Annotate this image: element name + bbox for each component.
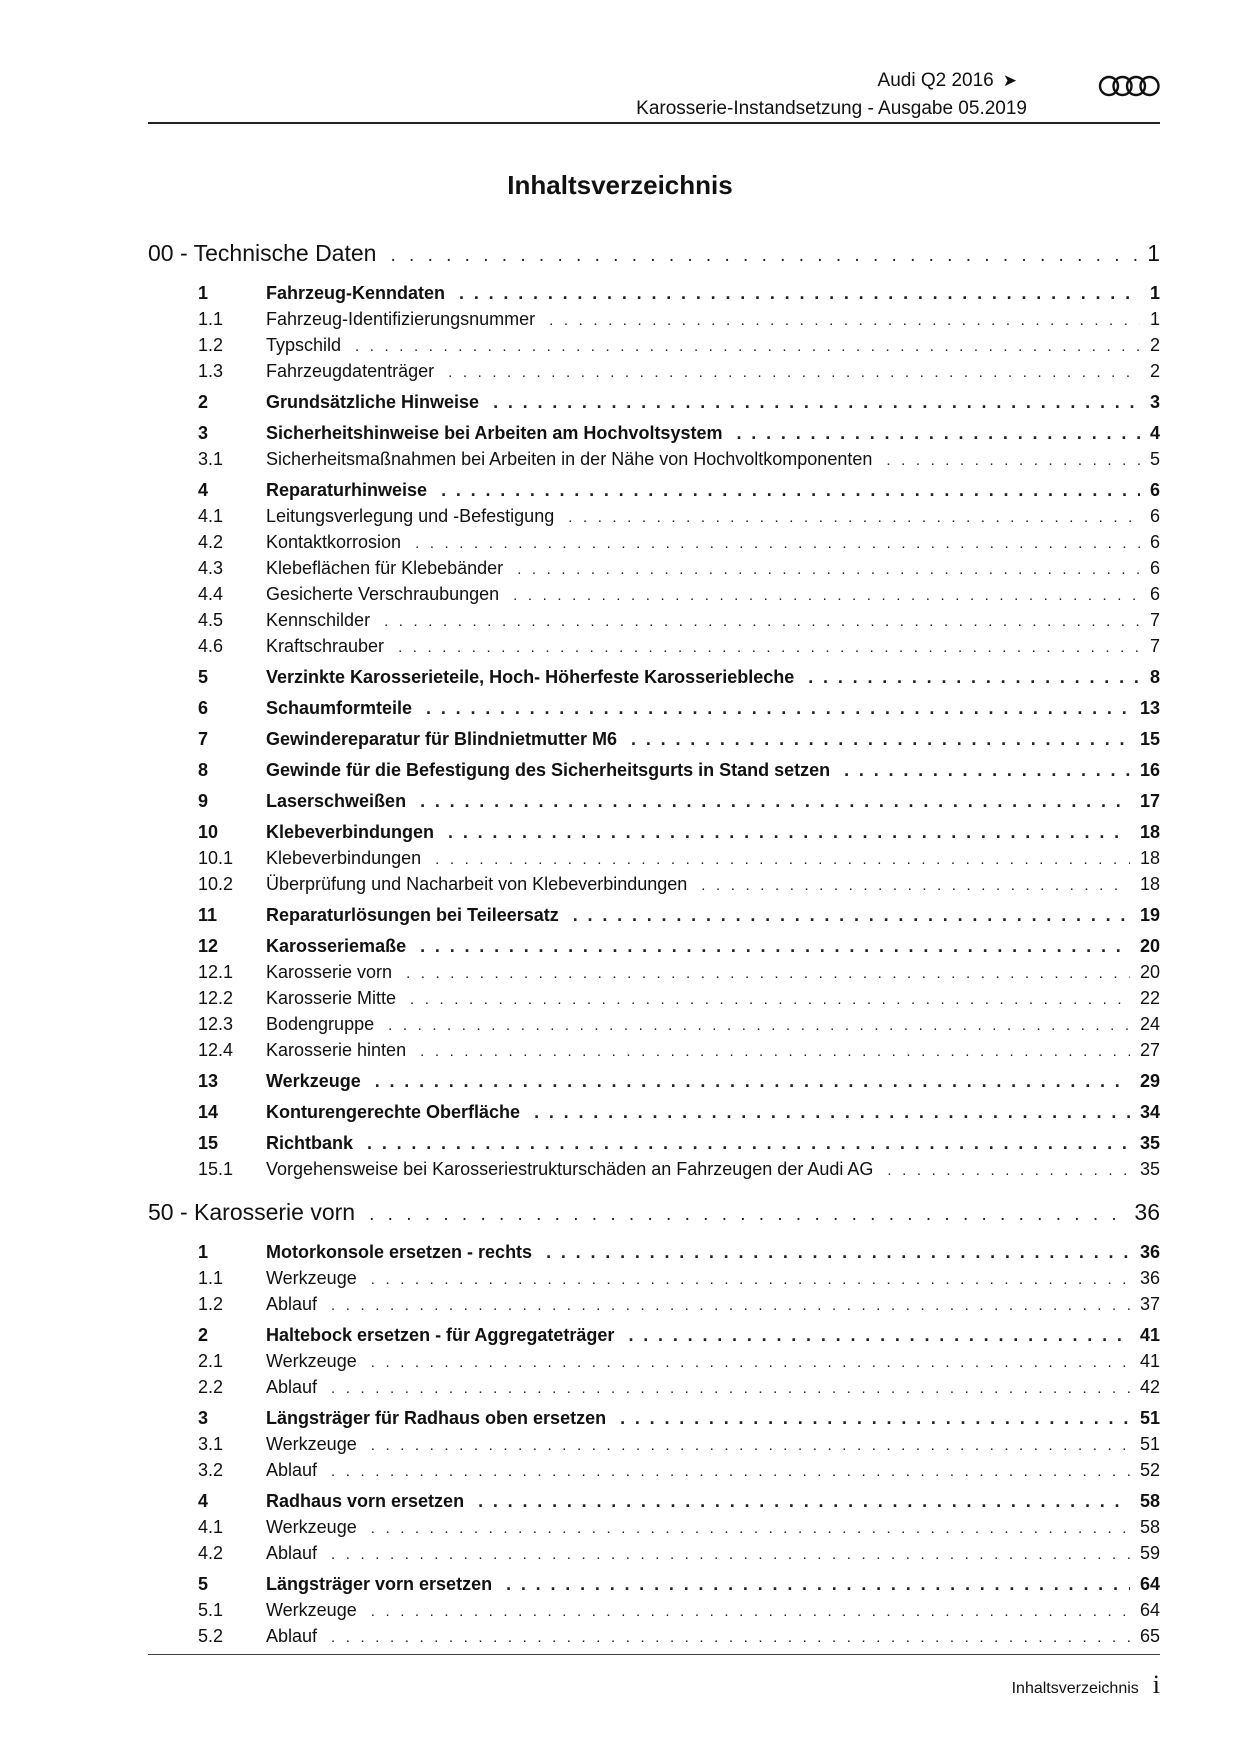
- toc-entry-number: 4.5: [198, 610, 224, 630]
- toc-subsection-row[interactable]: [148, 1377, 1160, 1403]
- toc-entry-title: Fahrzeugdatenträger: [266, 361, 435, 381]
- toc-dot-leader: [448, 364, 1140, 381]
- toc-page-number: 1: [1147, 240, 1160, 266]
- toc-section-row[interactable]: [148, 698, 1160, 724]
- toc-page-number: 15: [1139, 729, 1160, 749]
- toc-page-number: 6: [1149, 480, 1160, 500]
- toc-page-number: 1: [1149, 283, 1160, 303]
- toc-entry-title: Werkzeuge: [266, 1434, 357, 1454]
- toc-page-number: 4: [1149, 423, 1160, 443]
- toc-entry-number: 2: [198, 392, 209, 412]
- toc-entry-title: Karosserie hinten: [266, 1040, 407, 1060]
- toc-page-number: 64: [1139, 1574, 1160, 1594]
- toc-entry-title: Werkzeuge: [266, 1351, 357, 1371]
- toc-entry-number: 1.3: [198, 361, 224, 381]
- toc-entry-number: 4: [198, 480, 209, 500]
- toc-page-number: 13: [1139, 698, 1160, 718]
- toc-entry-number: 12.2: [198, 988, 234, 1008]
- toc-page-number: 41: [1139, 1351, 1160, 1371]
- toc-dot-leader: [371, 1520, 1130, 1537]
- toc-section-row[interactable]: [148, 729, 1160, 755]
- toc-entry-number: 1.1: [198, 1268, 224, 1288]
- toc-subsection-row[interactable]: [148, 584, 1160, 610]
- toc-page-number: 20: [1139, 936, 1160, 956]
- toc-entry-number: 10.2: [198, 874, 234, 894]
- toc-page-number: 65: [1139, 1626, 1160, 1646]
- toc-section-row[interactable]: [148, 1325, 1160, 1351]
- toc-subsection-row[interactable]: [148, 1460, 1160, 1486]
- toc-dot-leader: [620, 1408, 1130, 1429]
- toc-page-number: 36: [1139, 1268, 1160, 1288]
- toc-dot-leader: [844, 760, 1130, 781]
- toc-dot-leader: [631, 729, 1130, 750]
- toc-entry-title: Bodengruppe: [266, 1014, 375, 1034]
- toc-subsection-row[interactable]: [148, 1040, 1160, 1066]
- toc-page-number: 7: [1149, 610, 1160, 630]
- toc-dot-leader: [573, 905, 1130, 926]
- toc-entry-title: Karosserie Mitte: [266, 988, 397, 1008]
- toc-dot-leader: [331, 1546, 1130, 1563]
- toc-entry-number: 15.1: [198, 1159, 234, 1179]
- toc-page-number: 18: [1139, 822, 1160, 842]
- page-title: Inhaltsverzeichnis: [507, 170, 733, 200]
- toc-page-number: 5: [1149, 449, 1160, 469]
- footer-divider: [148, 1654, 1160, 1655]
- toc-entry-title: Kraftschrauber: [266, 636, 385, 656]
- toc-entry-number: 4.1: [198, 1517, 224, 1537]
- toc-entry-title: Typschild: [266, 335, 342, 355]
- toc-subsection-row[interactable]: [148, 1543, 1160, 1569]
- toc-entry-title: Längsträger für Radhaus oben ersetzen: [266, 1408, 607, 1428]
- toc-page-number: 18: [1139, 848, 1160, 868]
- toc-page-number: 7: [1149, 636, 1160, 656]
- toc-subsection-row[interactable]: [148, 558, 1160, 584]
- toc-entry-number: 14: [198, 1102, 219, 1122]
- toc-page-number: 37: [1139, 1294, 1160, 1314]
- header-model: [878, 70, 1017, 92]
- toc-section-row[interactable]: [148, 1133, 1160, 1159]
- toc-section-row[interactable]: [148, 1071, 1160, 1097]
- toc-page-number: 35: [1139, 1133, 1160, 1153]
- toc-page-number: 2: [1149, 335, 1160, 355]
- toc-subsection-row[interactable]: [148, 1600, 1160, 1626]
- toc-page-number: 17: [1139, 791, 1160, 811]
- toc-entry-number: 3.1: [198, 1434, 224, 1454]
- toc-entry-number: 1.2: [198, 335, 224, 355]
- toc-page-number: 52: [1139, 1460, 1160, 1480]
- toc-entry-title: Ablauf: [266, 1294, 318, 1314]
- toc-dot-leader: [441, 480, 1140, 501]
- toc-page-number: 8: [1149, 667, 1160, 687]
- toc-entry-title: Sicherheitshinweise bei Arbeiten am Hochvoltsystem: [266, 423, 723, 443]
- toc-entry-title: Ablauf: [266, 1460, 318, 1480]
- toc-page-number: 64: [1139, 1600, 1160, 1620]
- toc-entry-number: 1.1: [198, 309, 224, 329]
- toc-entry-title: Ablauf: [266, 1626, 318, 1646]
- toc-entry-title: Längsträger vorn ersetzen: [266, 1574, 493, 1594]
- toc-entry-title: Motorkonsole ersetzen - rechts: [266, 1242, 533, 1262]
- toc-dot-leader: [398, 639, 1140, 656]
- toc-page-number: 22: [1139, 988, 1160, 1008]
- toc-subsection-row[interactable]: [148, 962, 1160, 988]
- toc-subsection-row[interactable]: [148, 988, 1160, 1014]
- toc-section-row[interactable]: [148, 423, 1160, 449]
- toc-entry-number: 3: [198, 1408, 209, 1428]
- toc-entry-number: 8: [198, 760, 209, 780]
- toc-page-number: 24: [1139, 1014, 1160, 1034]
- toc-section-row[interactable]: [148, 667, 1160, 693]
- toc-entry-title: Ablauf: [266, 1377, 318, 1397]
- audi-four-rings-icon: [1098, 75, 1160, 97]
- toc-subsection-row[interactable]: [148, 1517, 1160, 1543]
- header-subtitle: Karosserie-Instandsetzung - Ausgabe 05.2019: [636, 98, 1027, 119]
- toc-dot-leader: [371, 1437, 1130, 1454]
- toc-entry-title: Haltebock ersetzen - für Aggregateträger: [266, 1325, 615, 1345]
- toc-subsection-row[interactable]: [148, 361, 1160, 387]
- toc-entry-number: 9: [198, 791, 209, 811]
- toc-subsection-row[interactable]: [148, 874, 1160, 900]
- toc-subsection-row[interactable]: [148, 1268, 1160, 1294]
- header-divider: [148, 122, 1160, 124]
- toc-entry-number: 4.2: [198, 1543, 224, 1563]
- footer-page-number: i: [1152, 1670, 1160, 1699]
- toc-entry-title: Reparaturhinweise: [266, 480, 428, 500]
- toc-entry-title: Verzinkte Karosserieteile, Hoch- Höherfeste Karosseriebleche: [266, 667, 795, 687]
- toc-entry-title: Klebeflächen für Klebebänder: [266, 558, 504, 578]
- toc-entry-number: 1: [198, 283, 209, 303]
- header-model-text: Audi Q2 2016: [877, 70, 994, 91]
- toc-entry-number: 1: [198, 1242, 209, 1262]
- toc-entry-number: 6: [198, 698, 209, 718]
- toc-entry-title: Reparaturlösungen bei Teileersatz: [266, 905, 559, 925]
- toc-page-number: 27: [1139, 1040, 1160, 1060]
- toc-dot-leader: [331, 1297, 1130, 1314]
- toc-entry-title: Gewindereparatur für Blindnietmutter M6: [266, 729, 618, 749]
- footer: [1012, 1670, 1160, 1700]
- toc-dot-leader: [506, 1574, 1130, 1595]
- toc-dot-leader: [701, 877, 1130, 894]
- toc-entry-title: 50 - Karosserie vorn: [148, 1199, 356, 1225]
- toc-entry-title: Ablauf: [266, 1543, 318, 1563]
- toc-dot-leader: [375, 1071, 1130, 1092]
- toc-dot-leader: [435, 851, 1130, 868]
- toc-dot-leader: [568, 509, 1140, 526]
- toc-entry-title: Gesicherte Verschraubungen: [266, 584, 500, 604]
- toc-page-number: 36: [1139, 1242, 1160, 1262]
- table-of-contents: [148, 240, 1160, 1652]
- toc-page-number: 18: [1139, 874, 1160, 894]
- toc-page-number: 3: [1149, 392, 1160, 412]
- toc-dot-leader: [371, 1354, 1130, 1371]
- toc-subsection-row[interactable]: [148, 335, 1160, 361]
- toc-page-number: 58: [1139, 1491, 1160, 1511]
- toc-page-number: 6: [1149, 584, 1160, 604]
- toc-entry-title: Grundsätzliche Hinweise: [266, 392, 480, 412]
- toc-page-number: 19: [1139, 905, 1160, 925]
- toc-subsection-row[interactable]: [148, 1294, 1160, 1320]
- toc-dot-leader: [808, 667, 1140, 688]
- toc-dot-leader: [355, 338, 1140, 355]
- toc-entry-title: Laserschweißen: [266, 791, 407, 811]
- toc-subsection-row[interactable]: [148, 1434, 1160, 1460]
- toc-entry-number: 4.1: [198, 506, 224, 526]
- toc-entry-number: 5: [198, 667, 209, 687]
- toc-entry-title: Fahrzeug-Kenndaten: [266, 283, 446, 303]
- header-arrow-icon: ➤: [1002, 71, 1017, 90]
- toc-entry-number: 4.4: [198, 584, 224, 604]
- toc-subsection-row[interactable]: [148, 636, 1160, 662]
- toc-page-number: 42: [1139, 1377, 1160, 1397]
- toc-page-number: 1: [1149, 309, 1160, 329]
- toc-page-number: 36: [1134, 1199, 1160, 1225]
- toc-dot-leader: [371, 1271, 1130, 1288]
- toc-entry-title: Richtbank: [266, 1133, 354, 1153]
- toc-entry-title: Sicherheitsmaßnahmen bei Arbeiten in der Nähe von Hochvoltkomponenten: [266, 449, 873, 469]
- toc-entry-number: 4.6: [198, 636, 224, 656]
- toc-page-number: 6: [1149, 506, 1160, 526]
- toc-entry-number: 12: [198, 936, 219, 956]
- toc-entry-number: 5: [198, 1574, 209, 1594]
- toc-page-number: 59: [1139, 1543, 1160, 1563]
- toc-entry-title: Werkzeuge: [266, 1268, 357, 1288]
- toc-page-number: 58: [1139, 1517, 1160, 1537]
- toc-section-row[interactable]: [148, 760, 1160, 786]
- toc-dot-leader: [331, 1380, 1130, 1397]
- toc-subsection-row[interactable]: [148, 1351, 1160, 1377]
- toc-section-row[interactable]: [148, 905, 1160, 931]
- toc-subsection-row[interactable]: [148, 610, 1160, 636]
- toc-dot-leader: [367, 1133, 1130, 1154]
- toc-entry-title: Leitungsverlegung und -Befestigung: [266, 506, 555, 526]
- toc-entry-number: 2.2: [198, 1377, 224, 1397]
- toc-dot-leader: [426, 698, 1130, 719]
- toc-subsection-row[interactable]: [148, 449, 1160, 475]
- toc-section-row[interactable]: [148, 936, 1160, 962]
- toc-dot-leader: [736, 423, 1140, 444]
- toc-dot-leader: [628, 1325, 1130, 1346]
- toc-section-row[interactable]: [148, 822, 1160, 848]
- toc-entry-title: Überprüfung und Nacharbeit von Klebeverbindungen: [266, 874, 688, 894]
- toc-dot-leader: [887, 1162, 1130, 1179]
- toc-dot-leader: [420, 936, 1130, 957]
- toc-section-row[interactable]: [148, 1574, 1160, 1600]
- toc-entry-number: 3.1: [198, 449, 224, 469]
- toc-entry-title: Klebeverbindungen: [266, 848, 422, 868]
- toc-page-number: 41: [1139, 1325, 1160, 1345]
- toc-section-row[interactable]: [148, 1408, 1160, 1434]
- toc-entry-number: 12.4: [198, 1040, 234, 1060]
- toc-subsection-row[interactable]: [148, 1159, 1160, 1185]
- toc-dot-leader: [331, 1629, 1130, 1646]
- toc-dot-leader: [549, 312, 1140, 329]
- toc-dot-leader: [513, 587, 1140, 604]
- toc-page-number: 34: [1139, 1102, 1160, 1122]
- toc-dot-leader: [406, 965, 1130, 982]
- toc-entry-title: Werkzeuge: [266, 1600, 357, 1620]
- toc-dot-leader: [534, 1102, 1130, 1123]
- toc-entry-number: 4.2: [198, 532, 224, 552]
- toc-chapter-row[interactable]: [148, 1199, 1160, 1237]
- toc-entry-title: 00 - Technische Daten: [148, 240, 377, 266]
- toc-subsection-row[interactable]: [148, 848, 1160, 874]
- toc-entry-number: 10: [198, 822, 219, 842]
- toc-dot-leader: [517, 561, 1140, 578]
- toc-dot-leader: [410, 991, 1130, 1008]
- toc-dot-leader: [420, 791, 1130, 812]
- toc-dot-leader: [390, 245, 1137, 267]
- toc-entry-number: 12.3: [198, 1014, 234, 1034]
- toc-section-row[interactable]: [148, 480, 1160, 506]
- toc-page-number: 35: [1139, 1159, 1160, 1179]
- toc-dot-leader: [493, 392, 1140, 413]
- toc-entry-number: 12.1: [198, 962, 234, 982]
- toc-entry-title: Radhaus vorn ersetzen: [266, 1491, 465, 1511]
- toc-entry-number: 10.1: [198, 848, 234, 868]
- toc-dot-leader: [420, 1043, 1130, 1060]
- toc-section-row[interactable]: [148, 283, 1160, 309]
- toc-subsection-row[interactable]: [148, 506, 1160, 532]
- toc-entry-title: Fahrzeug-Identifizierungsnummer: [266, 309, 536, 329]
- toc-page-number: 6: [1149, 558, 1160, 578]
- toc-dot-leader: [478, 1491, 1130, 1512]
- toc-entry-number: 5.1: [198, 1600, 224, 1620]
- toc-dot-leader: [384, 613, 1140, 630]
- footer-label: Inhaltsverzeichnis: [1011, 1680, 1139, 1697]
- toc-entry-title: Gewinde für die Befestigung des Sicherheitsgurts in Stand setzen: [266, 760, 831, 780]
- toc-page-number: 20: [1139, 962, 1160, 982]
- toc-section-row[interactable]: [148, 791, 1160, 817]
- toc-entry-number: 3: [198, 423, 209, 443]
- toc-dot-leader: [448, 822, 1130, 843]
- toc-page-number: 2: [1149, 361, 1160, 381]
- toc-entry-number: 15: [198, 1133, 219, 1153]
- toc-subsection-row[interactable]: [148, 532, 1160, 558]
- toc-entry-number: 2: [198, 1325, 209, 1345]
- toc-section-row[interactable]: [148, 392, 1160, 418]
- toc-entry-title: Werkzeuge: [266, 1517, 357, 1537]
- toc-page-number: 29: [1139, 1071, 1160, 1091]
- toc-dot-leader: [415, 535, 1140, 552]
- toc-section-row[interactable]: [148, 1491, 1160, 1517]
- toc-entry-number: 2.1: [198, 1351, 224, 1371]
- toc-dot-leader: [546, 1242, 1130, 1263]
- toc-chapter-row[interactable]: [148, 240, 1160, 278]
- toc-entry-title: Karosserie vorn: [266, 962, 393, 982]
- toc-subsection-row[interactable]: [148, 1626, 1160, 1652]
- toc-page-number: 51: [1139, 1434, 1160, 1454]
- toc-dot-leader: [371, 1603, 1130, 1620]
- toc-entry-title: Klebeverbindungen: [266, 822, 435, 842]
- toc-dot-leader: [388, 1017, 1130, 1034]
- toc-entry-title: Karosseriemaße: [266, 936, 407, 956]
- toc-entry-number: 3.2: [198, 1460, 224, 1480]
- toc-entry-number: 5.2: [198, 1626, 224, 1646]
- toc-section-row[interactable]: [148, 1102, 1160, 1128]
- toc-entry-number: 4.3: [198, 558, 224, 578]
- toc-entry-number: 1.2: [198, 1294, 224, 1314]
- toc-subsection-row[interactable]: [148, 309, 1160, 335]
- toc-page-number: 16: [1139, 760, 1160, 780]
- toc-entry-title: Konturengerechte Oberfläche: [266, 1102, 521, 1122]
- toc-dot-leader: [459, 283, 1140, 304]
- toc-dot-leader: [331, 1463, 1130, 1480]
- toc-subsection-row[interactable]: [148, 1014, 1160, 1040]
- toc-entry-number: 11: [198, 905, 218, 925]
- toc-dot-leader: [886, 452, 1140, 469]
- toc-entry-title: Werkzeuge: [266, 1071, 361, 1091]
- toc-section-row[interactable]: [148, 1242, 1160, 1268]
- toc-entry-number: 7: [198, 729, 209, 749]
- toc-entry-number: 13: [198, 1071, 219, 1091]
- toc-dot-leader: [369, 1204, 1124, 1226]
- toc-entry-title: Schaumformteile: [266, 698, 413, 718]
- toc-entry-title: Kennschilder: [266, 610, 371, 630]
- toc-entry-number: 4: [198, 1491, 209, 1511]
- toc-entry-title: Kontaktkorrosion: [266, 532, 402, 552]
- toc-entry-title: Vorgehensweise bei Karosseriestrukturschäden an Fahrzeugen der Audi AG: [266, 1159, 874, 1179]
- toc-page-number: 6: [1149, 532, 1160, 552]
- toc-page-number: 51: [1139, 1408, 1160, 1428]
